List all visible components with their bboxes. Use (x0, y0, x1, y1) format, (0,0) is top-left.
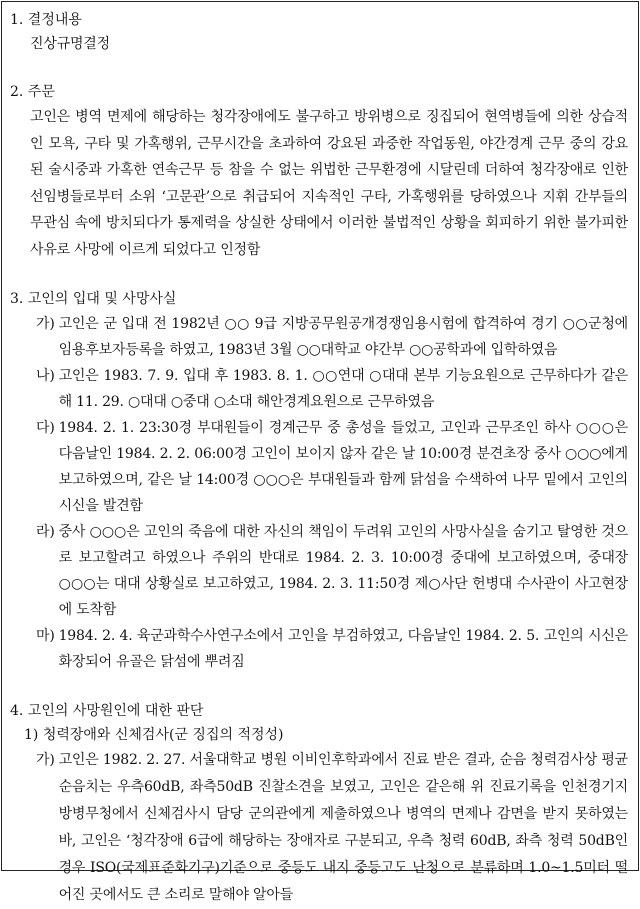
item-list (10, 747, 628, 909)
list-item (36, 363, 628, 415)
section-title: 1. 결정내용 (10, 12, 82, 28)
section-body: 진상규명결정 (30, 36, 110, 52)
item-marker: 나) (36, 368, 55, 384)
item-text: 1984. 2. 1. 23:30경 부대원들이 경계근무 중 총성을 들었고, 고인과 근무조인 하사 ○○○은 다음날인 1984. 2. 2. 06:00경 고인이 보이지 않자 같은 날 10:00경 분견초장 중사 ○○○에게 보고하였으며, 같은 날 14:00경 ○○○은 부대원들과 함께 닭섬을 수색하여 나무 밑에서 고인의 시신을 발견함 (58, 420, 628, 514)
item-marker: 라) (36, 524, 55, 540)
section-body: 고인은 병역 면제에 해당하는 청각장애에도 불구하고 방위병으로 징집되어 현역병들에 의한 상습적인 모욕, 구타 및 가혹행위, 근무시간을 초과하여 강요된 과중한 작업동원, 야간경계 근무 중의 강요된 술시중과 가혹한 연속근무 등 참을 수 없는 위법한 근무환경에 시달린데 더하여 청각장애로 인한 선임병들로부터 소위 ‘고문관’으로 취급되어 지속적인 구타, 가혹행위를 당하였으나 지휘 간부들의 무관심 속에 방치되다가 통제력을 상실한 상태에서 이러한 불법적인 상황을 회피하기 위한 불가피한 사유로 사망에 이르게 되었다고 인정함 (30, 109, 628, 258)
section-decision (10, 8, 628, 56)
item-text: 고인은 1982. 2. 27. 서울대학교 병원 이비인후학과에서 진료 받은 결과, 순음 청력검사상 평균순음치는 우측60dB, 좌측50dB 진찰소견을 보였고, 고인은 같은해 위 진료기록을 인천경기지방병무청에서 신체검사시 담당 군의관에게 제출하였으나 병역의 면제나 감면을 받지 못하였는바, 고인은 ‘청각장애 6급에 해당하는 장애자로 구분되고, 우측 청력 60dB, 좌측 청력 50dB인 경우 ISO(국제표준화기구)기준으로 중등도 내지 중등고도 난청으로 분류하며 1.0~1.5미터 떨어진 곳에서도 큰 소리로 말해야 알아들 (58, 752, 628, 903)
item-text: 중사 ○○○은 고인의 죽음에 대한 자신의 책임이 두려워 고인의 사망사실을 숨기고 탈영한 것으로 보고할려고 하였으나 주위의 반대로 1984. 2. 3. 10:00경 중대에 보고하였으며, 중대장 ○○○는 대대 상황실로 보고하였고, 1984. 2. 3. 11:50경 제○사단 헌병대 수사관이 사고현장에 도착함 (58, 524, 628, 618)
item-marker: 마) (36, 628, 55, 644)
list-item (36, 519, 628, 623)
list-item (36, 311, 628, 363)
list-item (36, 415, 628, 519)
document-page (1, 1, 639, 903)
section-order (10, 80, 628, 263)
section-enlistment-and-death (10, 287, 628, 675)
section-cause-of-death (10, 699, 628, 909)
section-title: 2. 주문 (10, 84, 55, 100)
item-text: 고인은 군 입대 전 1982년 ○○ 9급 지방공무원공개경쟁임용시험에 합격하여 경기 ○○군청에 임용후보자등록을 하였고, 1983년 3월 ○○대학교 야간부 ○○공학과에 입학하였음 (58, 316, 628, 358)
item-list (10, 311, 628, 675)
item-marker: 다) (36, 420, 55, 436)
item-marker: 가) (36, 316, 55, 332)
item-marker: 가) (36, 752, 55, 768)
list-item (36, 623, 628, 675)
item-text: 1984. 2. 4. 육군과학수사연구소에서 고인을 부검하였고, 다음날인 1984. 2. 5. 고인의 시신은 화장되어 유골은 닭섬에 뿌려짐 (58, 628, 628, 670)
section-title: 4. 고인의 사망원인에 대한 판단 (10, 703, 204, 719)
list-item (36, 747, 628, 909)
subsection-title: 1) 청력장애와 신체검사(군 징집의 적정성) (24, 727, 284, 743)
section-title: 3. 고인의 입대 및 사망사실 (10, 291, 177, 307)
item-text: 고인은 1983. 7. 9. 입대 후 1983. 8. 1. ○○연대 ○대대 본부 기능요원으로 근무하다가 같은 해 11. 29. ○대대 ○중대 ○소대 해안경계요원으로 근무하였음 (58, 368, 628, 410)
